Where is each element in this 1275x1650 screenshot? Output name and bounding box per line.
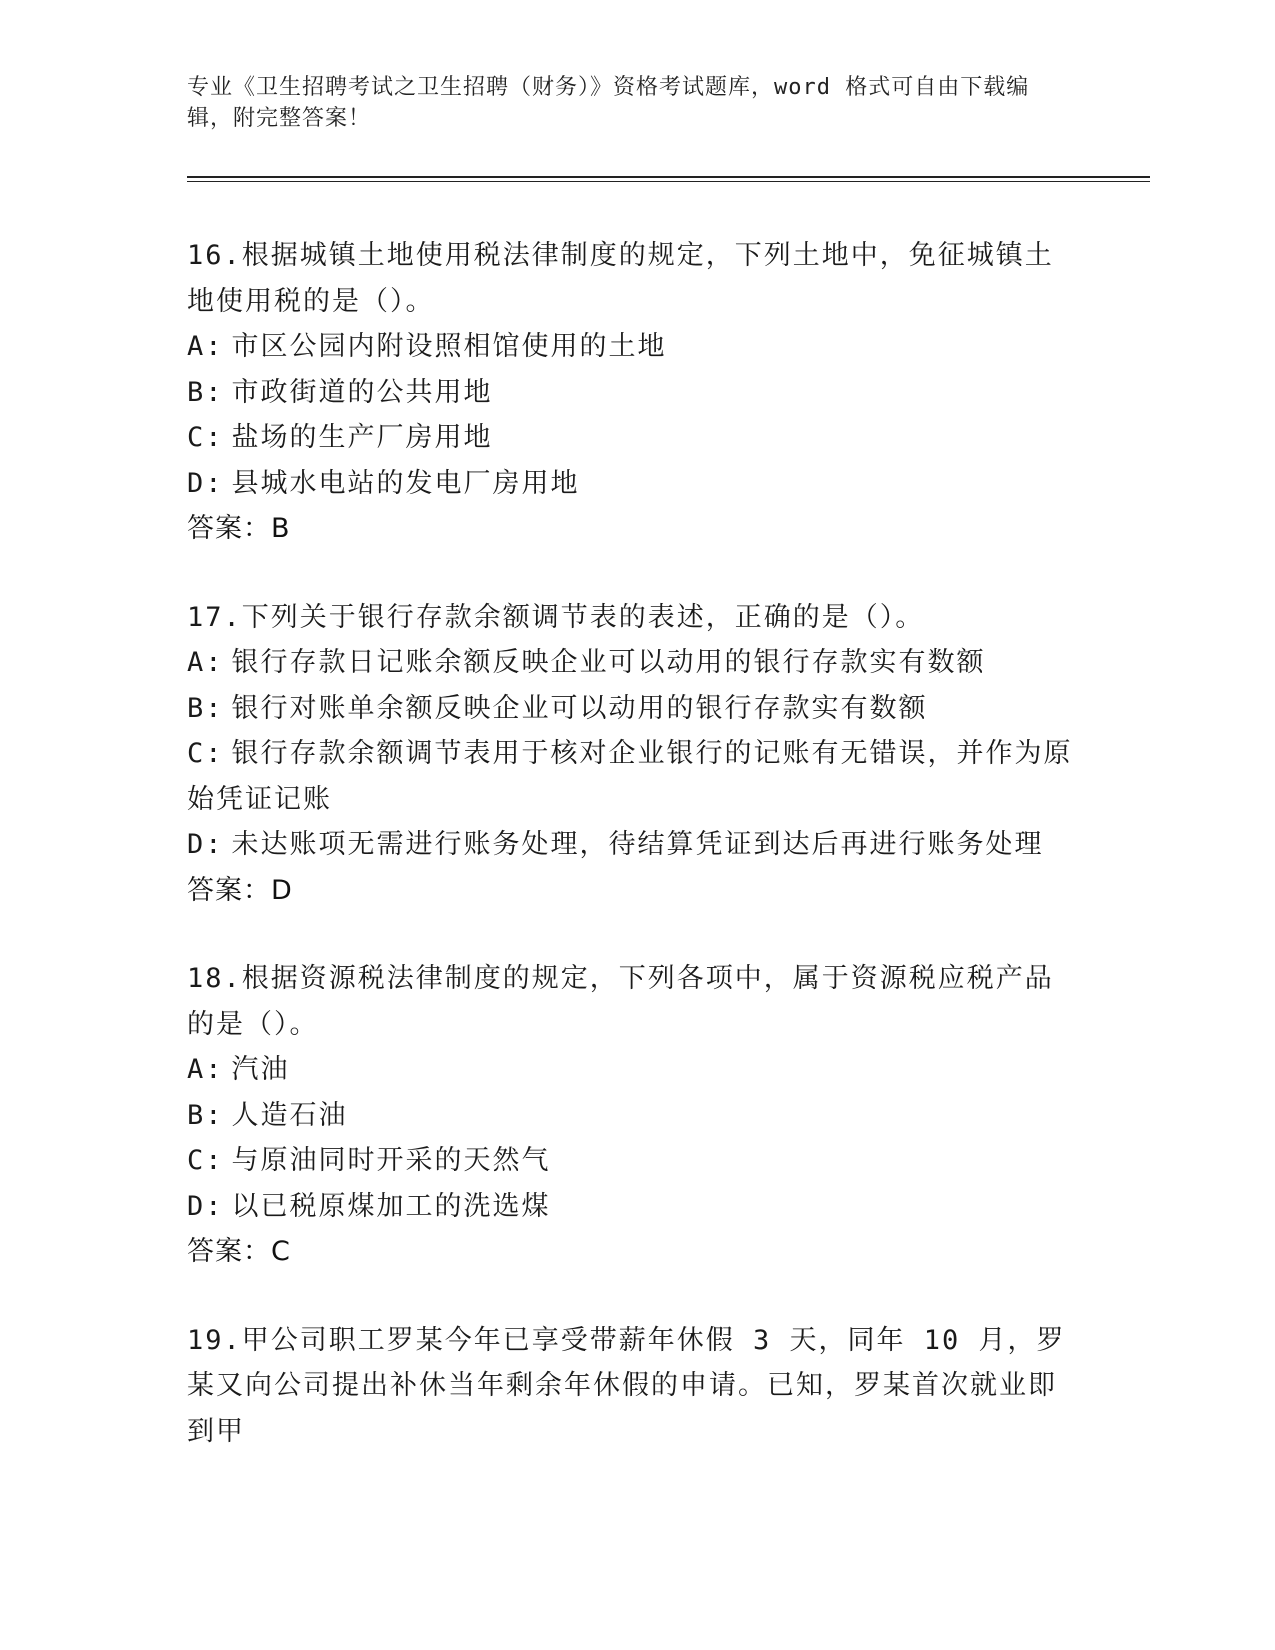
question-stem: 18.根据资源税法律制度的规定，下列各项中，属于资源税应税产品的是（）。 (187, 963, 1054, 1040)
question-list (187, 233, 1077, 1497)
option-b (187, 1093, 1077, 1139)
option-label: C: (187, 1145, 224, 1176)
question-stem: 17.下列关于银行存款余额调节表的表述，正确的是（）。 (187, 601, 925, 633)
document-header: 专业《卫生招聘考试之卫生招聘（财务）》资格考试题库，word 格式可自由下载编辑，附完整答案！ (187, 75, 1030, 131)
option-a (187, 1047, 1077, 1093)
option-d (187, 1184, 1077, 1230)
option-c (187, 1138, 1077, 1184)
option-b (187, 370, 1077, 416)
option-text: 汽油 (231, 1054, 290, 1085)
option-text: 县城水电站的发电厂房用地 (231, 467, 580, 499)
option-b (187, 686, 1077, 732)
answer: 答案：C (187, 1236, 291, 1267)
question-18 (187, 956, 1077, 1275)
option-text: 盐场的生产厂房用地 (231, 422, 493, 453)
answer: 答案：B (187, 513, 291, 544)
option-label: D: (187, 829, 224, 860)
option-label: C: (187, 738, 224, 769)
option-d (187, 822, 1077, 868)
question-19 (187, 1318, 1077, 1455)
option-a (187, 640, 1077, 686)
option-text: 与原油同时开采的天然气 (231, 1145, 551, 1176)
option-d (187, 461, 1077, 507)
option-label: B: (187, 1099, 224, 1131)
answer: 答案：D (187, 874, 293, 906)
option-c (187, 731, 1077, 822)
option-text: 人造石油 (231, 1099, 348, 1131)
question-17 (187, 595, 1077, 914)
option-text: 银行存款余额调节表用于核对企业银行的记账有无错误，并作为原始凭证记账 (187, 738, 1073, 815)
option-text: 银行存款日记账余额反映企业可以动用的银行存款实有数额 (231, 647, 986, 678)
option-text: 市政街道的公共用地 (231, 376, 493, 408)
option-label: A: (187, 1054, 224, 1085)
option-text: 市区公园内附设照相馆使用的土地 (231, 331, 667, 362)
option-c (187, 415, 1077, 461)
option-label: B: (187, 692, 224, 724)
option-label: A: (187, 647, 224, 678)
option-text: 银行对账单余额反映企业可以动用的银行存款实有数额 (231, 692, 928, 724)
option-label: C: (187, 422, 224, 453)
option-label: A: (187, 331, 224, 362)
option-text: 未达账项无需进行账务处理，待结算凭证到达后再进行账务处理 (231, 829, 1044, 860)
option-a (187, 324, 1077, 370)
question-stem: 19.甲公司职工罗某今年已享受带薪年休假 3 天，同年 10 月，罗某又向公司提出补休当年剩余年休假的申请。已知，罗某首次就业即到甲 (187, 1324, 1066, 1447)
header-divider-thin (187, 181, 1150, 182)
option-label: D: (187, 467, 224, 499)
question-16 (187, 233, 1077, 552)
option-text: 以已税原煤加工的洗选煤 (231, 1190, 551, 1222)
question-stem: 16.根据城镇土地使用税法律制度的规定，下列土地中，免征城镇土地使用税的是（）。 (187, 240, 1054, 317)
option-label: B: (187, 376, 224, 408)
header-divider-thick (187, 176, 1150, 178)
option-label: D: (187, 1190, 224, 1222)
